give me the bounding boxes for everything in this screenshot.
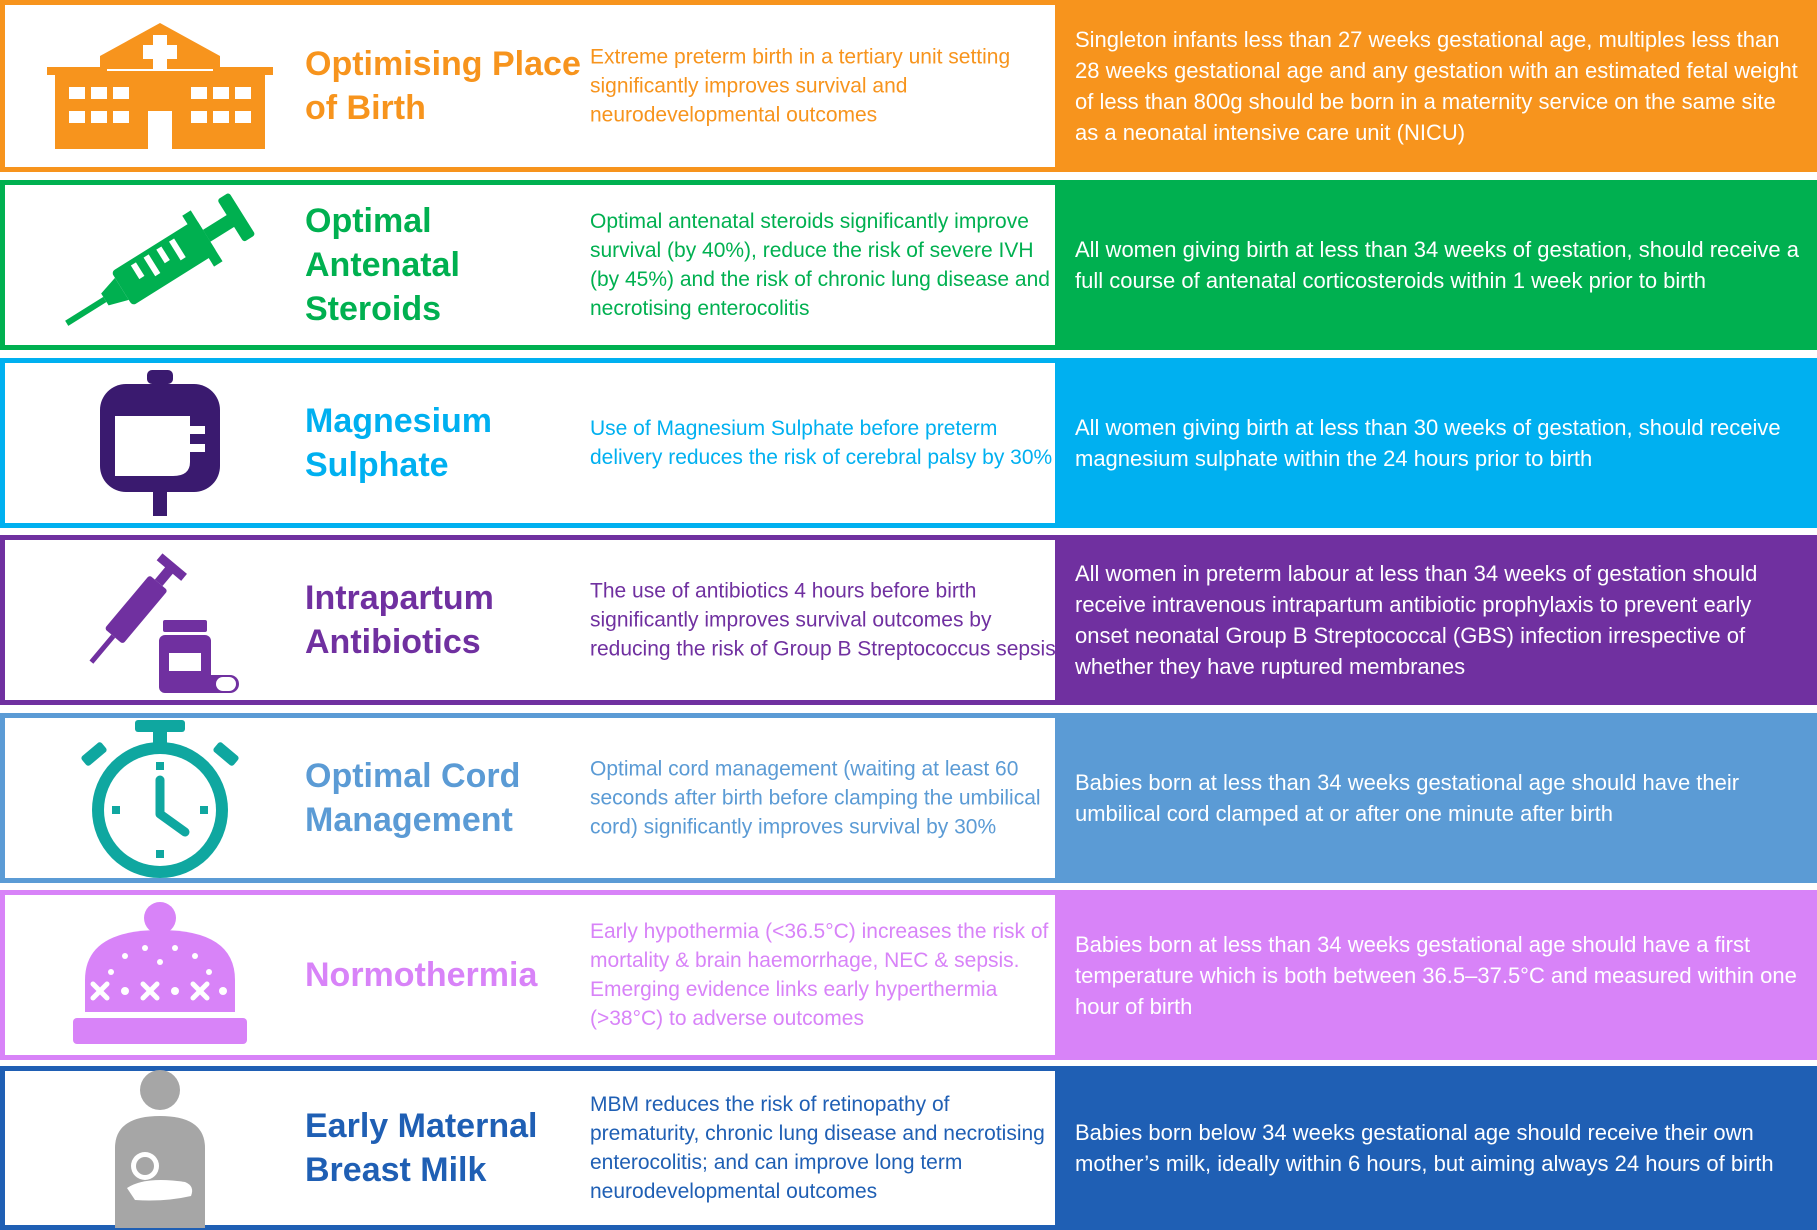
row-info-panel <box>0 535 1055 705</box>
row-recommendation: Babies born below 34 weeks gestational age should receive their own mother’s milk, ideally within 6 hours, but aiming always 24 hours of birth <box>1055 1066 1817 1230</box>
row-description: MBM reduces the risk of retinopathy of prematurity, chronic lung disease and necrotising enterocolitis; and can improve long term neurodevelopmental outcomes <box>590 1093 1045 1203</box>
row-title: Optimal Cord Management <box>305 757 521 839</box>
mother-breastfeeding-icon <box>40 1073 280 1223</box>
row-recommendation: Babies born at less than 34 weeks gestational age should have a first temperature which is both between 36.5–37.5°C and measured within one hour of birth <box>1055 890 1817 1060</box>
intervention-row-cord-management <box>0 713 1817 883</box>
row-info-panel <box>0 713 1055 883</box>
iv-bag-icon <box>40 368 280 518</box>
intervention-row-magnesium-sulphate <box>0 358 1817 528</box>
row-info-panel <box>0 0 1055 172</box>
intervention-row-intrapartum-antibiotics <box>0 535 1817 705</box>
intervention-row-place-of-birth <box>0 0 1817 172</box>
row-recommendation: Babies born at less than 34 weeks gestational age should have their umbilical cord clamped at or after one minute after birth <box>1055 713 1817 883</box>
row-title: Early Maternal Breast Milk <box>305 1107 538 1189</box>
row-description: Extreme preterm birth in a tertiary unit setting significantly improves survival and neurodevelopmental outcomes <box>590 45 1011 127</box>
intervention-row-normothermia <box>0 890 1817 1060</box>
syringe-and-medicine-bottle-icon <box>40 545 280 695</box>
row-description: The use of antibiotics 4 hours before birth significantly improves survival outcomes by reducing the risk of Group B Streptococcus sepsis <box>590 579 1056 661</box>
row-recommendation: Singleton infants less than 27 weeks gestational age, multiples less than 28 weeks gestational age and any gestation with an estimated fetal weight of less than 800g should be born in a maternity service on the same site as a neonatal intensive care unit (NICU) <box>1055 0 1817 172</box>
row-info-panel <box>0 890 1055 1060</box>
row-title: Intrapartum Antibiotics <box>305 579 494 661</box>
row-title: Magnesium Sulphate <box>305 402 493 484</box>
row-info-panel <box>0 1066 1055 1230</box>
row-recommendation: All women giving birth at less than 30 weeks of gestation, should receive magnesium sulphate within the 24 hours prior to birth <box>1055 358 1817 528</box>
intervention-row-breast-milk <box>0 1066 1817 1230</box>
row-description: Use of Magnesium Sulphate before preterm delivery reduces the risk of cerebral palsy by 30% <box>590 417 1053 469</box>
stopwatch-icon <box>40 723 280 873</box>
syringe-icon <box>40 190 280 340</box>
row-title: Normothermia <box>305 956 538 994</box>
hospital-icon <box>40 11 280 161</box>
row-recommendation: All women giving birth at less than 34 weeks of gestation, should receive a full course of antenatal corticosteroids within 1 week prior to birth <box>1055 180 1817 350</box>
row-info-panel <box>0 180 1055 350</box>
row-recommendation: All women in preterm labour at less than 34 weeks of gestation should receive intravenous intrapartum antibiotic prophylaxis to prevent early onset neonatal Group B Streptococcal (GBS) infection irrespective of whether they have ruptured membranes <box>1055 535 1817 705</box>
row-description: Optimal cord management (waiting at least 60 seconds after birth before clamping the umbilical cord) significantly improves survival by 30% <box>590 757 1041 839</box>
row-description: Early hypothermia (<36.5°C) increases the risk of mortality & brain haemorrhage, NEC & sepsis. Emerging evidence links early hyperthermia (>38°C) to adverse outcomes <box>590 920 1049 1030</box>
row-info-panel <box>0 358 1055 528</box>
row-title: Optimal Antenatal Steroids <box>305 202 460 328</box>
row-title: Optimising Place of Birth <box>305 45 581 127</box>
knitted-hat-icon <box>40 900 280 1050</box>
intervention-row-antenatal-steroids <box>0 180 1817 350</box>
row-description: Optimal antenatal steroids significantly improve survival (by 40%), reduce the risk of severe IVH (by 45%) and the risk of chronic lung disease and necrotising enterocolitis <box>590 210 1050 320</box>
